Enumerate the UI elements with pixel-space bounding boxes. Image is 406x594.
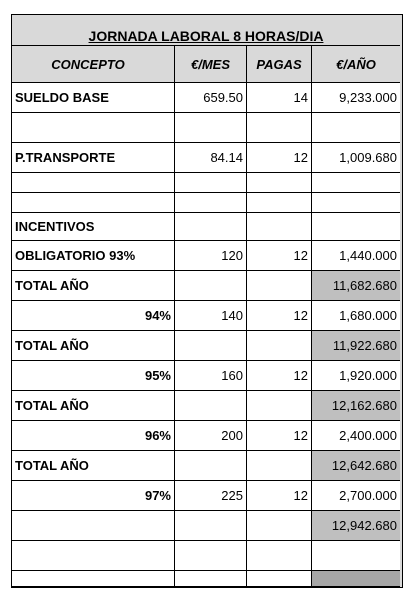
cell-anio: 11,682.680 (312, 271, 400, 301)
cell-mes: 160 (175, 361, 247, 391)
cell-anio: 12,162.680 (312, 391, 400, 421)
cell-pagas (247, 271, 312, 301)
header-anio: €/AÑO (312, 45, 400, 83)
cell-pagas (247, 541, 312, 571)
cell-mes (175, 193, 247, 213)
cell-concepto (12, 173, 175, 193)
cell-mes (175, 391, 247, 421)
cell-mes (175, 511, 247, 541)
cell-pagas: 12 (247, 301, 312, 331)
salary-table (11, 14, 403, 588)
cell-pagas: 12 (247, 361, 312, 391)
cell-pagas (247, 193, 312, 213)
cell-anio (312, 173, 400, 193)
cell-mes (175, 331, 247, 361)
cell-anio (312, 193, 400, 213)
header-concepto: CONCEPTO (12, 45, 175, 83)
cell-concepto: 94% (12, 301, 175, 331)
cell-pagas: 12 (247, 421, 312, 451)
cell-concepto (12, 511, 175, 541)
cell-pagas: 12 (247, 481, 312, 511)
cell-pagas (247, 511, 312, 541)
header-mes: €/MES (175, 45, 247, 83)
cell-anio (312, 113, 400, 143)
cell-pagas: 12 (247, 143, 312, 173)
cell-concepto: SUELDO BASE (12, 83, 175, 113)
cell-pagas (247, 331, 312, 361)
title-row (12, 15, 400, 45)
cell-mes: 84.14 (175, 143, 247, 173)
cell-anio: 9,233.000 (312, 83, 400, 113)
cell-anio: 2,700.000 (312, 481, 400, 511)
cell-concepto: 95% (12, 361, 175, 391)
cell-mes (175, 541, 247, 571)
cell-pagas (247, 213, 312, 241)
cell-concepto (12, 113, 175, 143)
cell-mes (175, 571, 247, 587)
cell-anio: 1,680.000 (312, 301, 400, 331)
cell-mes (175, 113, 247, 143)
cell-concepto: P.TRANSPORTE (12, 143, 175, 173)
cell-concepto: 96% (12, 421, 175, 451)
cell-anio: 1,009.680 (312, 143, 400, 173)
cell-anio: 12,642.680 (312, 451, 400, 481)
cell-mes: 200 (175, 421, 247, 451)
cell-concepto: 97% (12, 481, 175, 511)
cell-mes (175, 213, 247, 241)
cell-anio: 1,920.000 (312, 361, 400, 391)
header-pagas: PAGAS (247, 45, 312, 83)
cell-anio: 1,440.000 (312, 241, 400, 271)
cell-anio (312, 541, 400, 571)
cell-pagas: 14 (247, 83, 312, 113)
cell-anio: 12,942.680 (312, 511, 400, 541)
cell-concepto (12, 571, 175, 587)
cell-mes: 225 (175, 481, 247, 511)
cell-pagas (247, 571, 312, 587)
cell-mes (175, 451, 247, 481)
cell-mes: 659.50 (175, 83, 247, 113)
cell-mes (175, 173, 247, 193)
cell-concepto: OBLIGATORIO 93% (12, 241, 175, 271)
cell-pagas (247, 391, 312, 421)
cell-concepto: TOTAL AÑO (12, 271, 175, 301)
cell-pagas (247, 113, 312, 143)
cell-concepto: INCENTIVOS (12, 213, 175, 241)
cell-anio (312, 571, 400, 587)
cell-anio: 11,922.680 (312, 331, 400, 361)
cell-mes: 140 (175, 301, 247, 331)
cell-mes: 120 (175, 241, 247, 271)
cell-concepto (12, 193, 175, 213)
cell-concepto (12, 541, 175, 571)
cell-concepto: TOTAL AÑO (12, 451, 175, 481)
cell-concepto: TOTAL AÑO (12, 391, 175, 421)
table-title: JORNADA LABORAL 8 HORAS/DIA (88, 28, 324, 44)
cell-concepto: TOTAL AÑO (12, 331, 175, 361)
cell-pagas (247, 173, 312, 193)
cell-mes (175, 271, 247, 301)
cell-anio: 2,400.000 (312, 421, 400, 451)
cell-pagas (247, 451, 312, 481)
cell-anio (312, 213, 400, 241)
cell-pagas: 12 (247, 241, 312, 271)
